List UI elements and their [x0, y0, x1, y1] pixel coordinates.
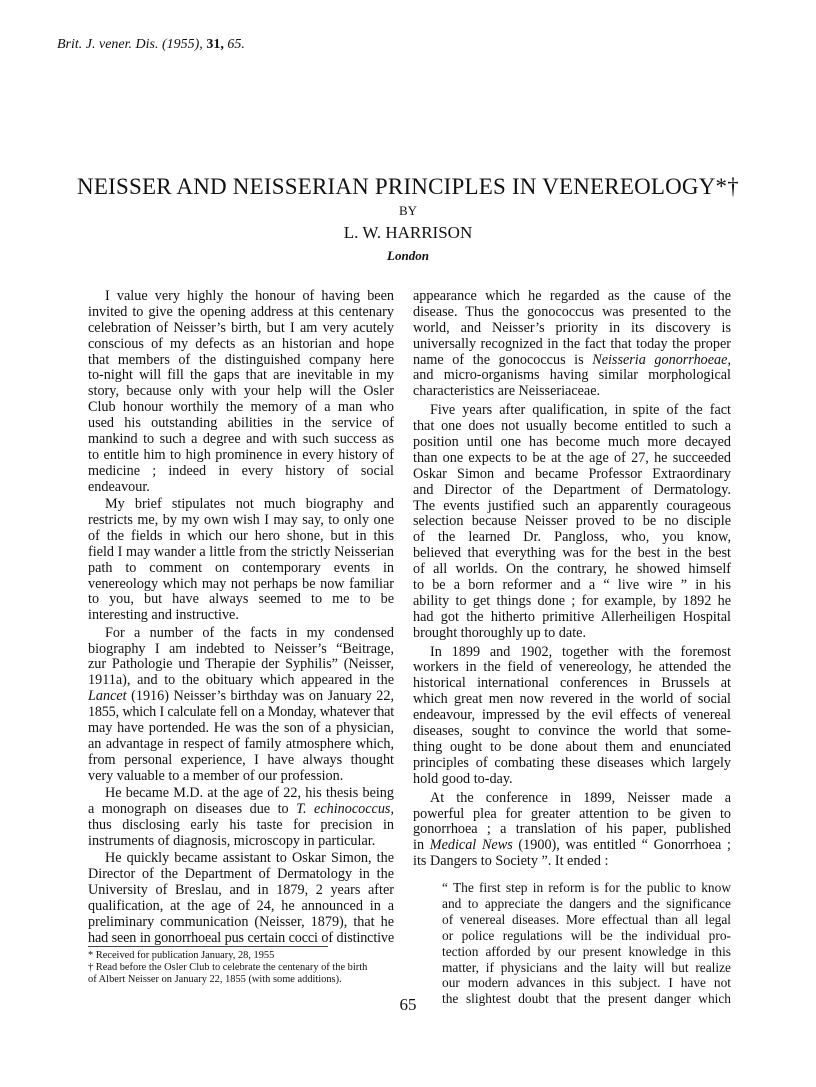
text-line: to entitle him to high prominence in every history of [88, 446, 394, 463]
text-line: its Dangers to Society ”. It ended : [413, 853, 609, 870]
text-line: an advantage in respect of family atmosphere which, [88, 735, 394, 752]
text-line: universally recognized in the fact that today the proper [413, 335, 731, 352]
text-line: or police regulations will be the individual pro- [442, 927, 731, 943]
text-line: from personal experience, I have always thought [88, 751, 394, 768]
text-line: story, because only with your help will the Osler [88, 383, 394, 400]
text-line: and to appreciate the dangers and the significance [442, 895, 731, 911]
journal-name: Brit. J. vener. Dis. [57, 37, 159, 52]
text-line: than one expects to be at the age of 27, he succeeded [413, 449, 731, 466]
text-line [88, 689, 394, 705]
text-line: medicine ; indeed in every history of social [88, 462, 394, 479]
text-line: tection afforded by our present knowledge in this [442, 943, 731, 959]
left-column [88, 289, 394, 948]
journal-citation [57, 37, 245, 53]
text-line: endeavour. [88, 478, 150, 495]
text-line: very valuable to a member of our profession. [88, 767, 344, 784]
text-segment: , [390, 801, 394, 817]
text-line: endeavour, impressed by the evil effects of venereal [413, 707, 731, 724]
text-line: to be a born reformer and a “ live wire ” in his [413, 577, 731, 594]
text-line: path to comment on contemporary events in [88, 559, 394, 576]
text-line: Five years after qualification, in spite of the fact [430, 402, 731, 419]
journal-year: (1955), [161, 37, 203, 52]
journal-page: 65. [227, 37, 245, 52]
author-name: L. W. HARRISON [343, 223, 473, 242]
text-line: position until one has become much more decayed [413, 434, 731, 451]
text-line: to-night will fill the gaps that are inevitable in my [88, 367, 394, 384]
text-line: which great men now revered in the world of social [413, 691, 731, 708]
text-line: qualification, at the age of 24, he announced in a [88, 897, 394, 914]
paragraph [88, 626, 394, 785]
text-line: diseases, sought to convince the world that some- [413, 723, 731, 740]
text-line: powerful plea for greater attention to be given to [413, 805, 731, 822]
text-line: University of Breslau, and in 1879, 2 years after [88, 881, 394, 898]
text-segment: (1900), was entitled “ Gonorrhoea ; [512, 837, 731, 854]
italic-text: T. echinococcus [296, 801, 391, 817]
text-line: of the learned Dr. Pangloss, who, you know, [413, 529, 731, 546]
journal-volume: 31, [206, 37, 224, 52]
paragraph [413, 403, 731, 641]
footnotes [88, 950, 398, 986]
text-line: may have portended. He was the son of a physician, [88, 720, 394, 737]
text-line: had seen in gonorrhoeal pus certain cocci of distinctive [88, 929, 394, 946]
text-line: “ The first step in reform is for the public to know [442, 880, 731, 896]
text-line: interesting and instructive. [88, 607, 239, 624]
text-line [88, 802, 394, 818]
author-affiliation: London [387, 248, 429, 263]
text-line: disease. Thus the gonococcus was presented to the [413, 303, 731, 320]
text-line: venereology which may not perhaps be now familiar [88, 575, 394, 592]
text-line: of the fields in which our hero shone, but in this [88, 527, 394, 544]
text-line: My brief stipulates not much biography and [105, 496, 394, 513]
text-segment: (1916) Neisser’s birthday was on January 22, [126, 688, 394, 705]
text-line: field I may wander a little from the strictly Neisserian [88, 543, 394, 560]
text-line: hold good to-day. [413, 770, 513, 787]
paragraph [88, 786, 394, 850]
text-line: Director of the Department of Dermatology in the [88, 866, 394, 883]
text-line: gonorrhoea ; a translation of his paper, published [413, 821, 731, 838]
text-line: of venereal diseases. More effectual than all legal [442, 911, 731, 927]
text-line: The events justified such an apparently courageous [413, 497, 731, 514]
text-line: 1855, which I calculate fell on a Monday, whatever that [88, 704, 394, 721]
text-line: thus disclosing early his taste for precision in [88, 816, 394, 833]
footnote-osler-club: † Read before the Osler Club to celebrate the centenary of the birth [88, 962, 368, 973]
text-line: used his outstanding abilities in the service of [88, 415, 394, 432]
text-line: mankind to such a degree and with such success as [88, 431, 394, 448]
italic-text: Neisseria gonorrhoeae [592, 351, 728, 368]
text-line: invited to give the opening address at this centenary [88, 303, 394, 320]
text-line: characteristics are Neisseriaceae. [413, 383, 601, 400]
text-segment: in [413, 837, 430, 854]
text-line: workers in the field of venereology, he attended the [413, 659, 731, 676]
text-line: that members of the distinguished company here [88, 351, 394, 368]
text-line: ability to get things done ; for example, by 1892 he [413, 592, 731, 609]
text-segment: , [727, 351, 731, 368]
footnote-divider [88, 946, 328, 947]
text-line: He quickly became assistant to Oskar Simon, the [105, 850, 394, 867]
paragraph [413, 791, 731, 870]
paragraph [413, 289, 731, 400]
text-line: instruments of diagnosis, microscopy in particular. [88, 832, 376, 849]
text-line: historical international conferences in Brussels at [413, 675, 731, 692]
text-segment: name of the gonococcus is [413, 351, 593, 368]
text-line: had got the hitherto primitive Allerheiligen Hospital [413, 608, 731, 625]
text-line: For a number of the facts in my condensed [105, 624, 394, 641]
text-line: matter, if physicians and the laity will but realize [442, 959, 731, 975]
text-line: restricts me, by my own wish I may say, to only one [88, 511, 394, 528]
paragraph [413, 645, 731, 788]
text-line: zur Pathologie und Therapie der Syphilis” (Neisser, [88, 656, 394, 673]
paragraph [88, 289, 394, 496]
text-line: 1911a), and to the obituary which appeared in the [88, 672, 394, 689]
text-line: celebration of Neisser’s birth, but I am very acutely [88, 319, 394, 336]
text-line: world, and Neisser’s priority in its discovery is [413, 319, 731, 336]
italic-text: Medical News [429, 837, 513, 854]
text-line: thing ought to be done about them and enunciated [413, 738, 731, 755]
footnote-received: * Received for publication January, 28, 1955 [88, 950, 275, 961]
text-line: to you, but have always seemed to me to be [88, 591, 394, 608]
block-quote [413, 880, 731, 1007]
text-line: and micro-organisms having similar morphological [413, 367, 731, 384]
text-line: selection because Neisser proved to be no disciple [413, 513, 731, 530]
text-line: and Director of the Department of Dermatology. [413, 481, 731, 498]
text-line: biography I am indebted to Neisser’s “Beitrage, [88, 640, 394, 657]
italic-text: Lancet [88, 688, 127, 705]
text-line: believed that everything was for the best in the best [413, 545, 731, 562]
footnote-osler-club-cont: of Albert Neisser on January 22, 1855 (with some additions). [88, 974, 342, 985]
text-line: the slightest doubt that the present danger which [442, 991, 731, 1007]
text-line: of all worlds. On the contrary, he showed himself [413, 561, 731, 578]
text-line: brought thoroughly up to date. [413, 624, 586, 641]
text-line: preliminary communication (Neisser, 1879), that he [88, 913, 394, 930]
text-line: our modern advances in this subject. I have not [442, 975, 731, 991]
text-line: Oskar Simon and became Professor Extraordinary [413, 465, 731, 482]
right-column [413, 289, 731, 1010]
text-line: principles of combating these diseases which largely [413, 754, 731, 771]
text-segment: a monograph on diseases due to [88, 801, 297, 817]
text-line: Club honour worthily the memory of a man who [88, 399, 394, 416]
text-line: At the conference in 1899, Neisser made a [430, 789, 731, 806]
article-title: NEISSER AND NEISSERIAN PRINCIPLES IN VENEREOLOGY*† [77, 174, 739, 199]
text-line: In 1899 and 1902, together with the foremost [430, 643, 731, 660]
text-line: that one does not usually become entitled to such a [413, 418, 731, 435]
page-number: 65 [399, 995, 417, 1014]
text-line: I value very highly the honour of having been [105, 288, 394, 304]
text-line: He became M.D. at the age of 22, his thesis being [105, 785, 394, 802]
paragraph [88, 851, 394, 946]
byline: BY [398, 203, 418, 218]
text-line [413, 353, 731, 369]
text-line: conscious of my defects as an historian and hope [88, 335, 394, 352]
paragraph [88, 497, 394, 624]
text-line: appearance which he regarded as the cause of the [413, 288, 731, 304]
text-line [413, 838, 731, 854]
